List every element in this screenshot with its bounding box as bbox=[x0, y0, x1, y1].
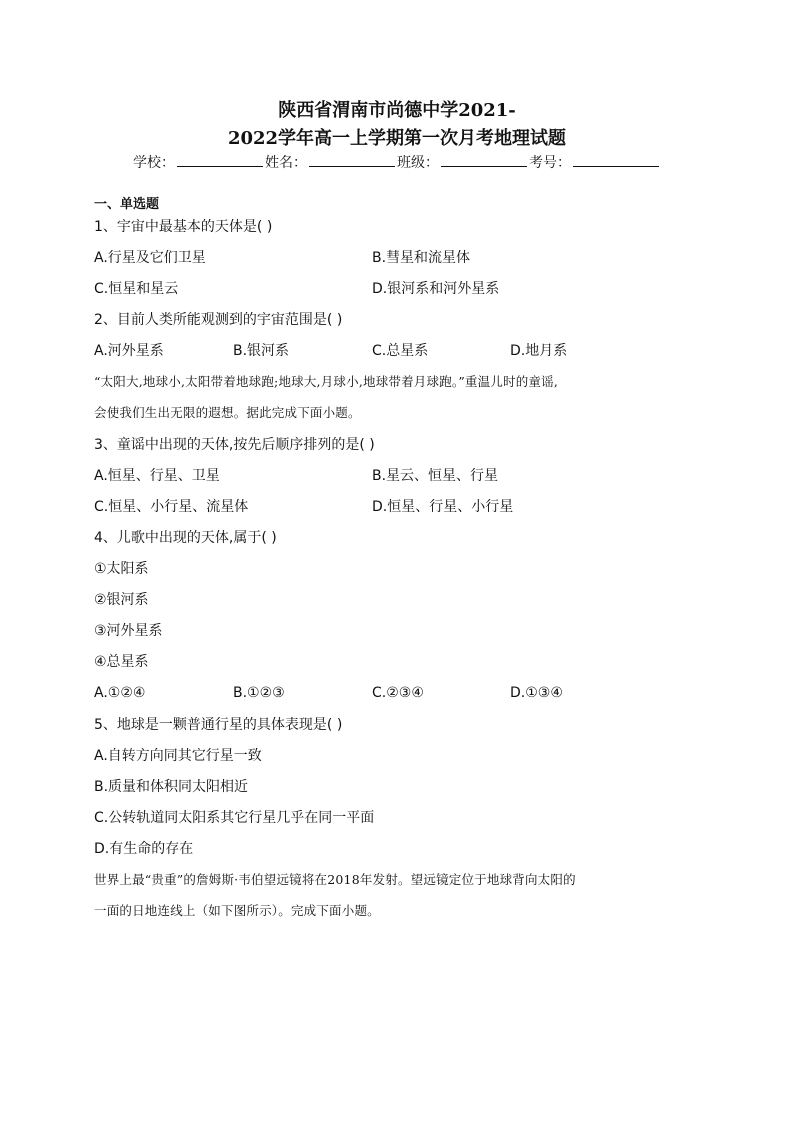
q3-option-b: B.星云、恒星、行星 bbox=[372, 468, 499, 484]
q1-stem: 1、宇宙中最基本的天体是( ) bbox=[94, 219, 273, 235]
q3-option-d: D.恒星、行星、小行星 bbox=[372, 499, 514, 515]
class-label: 班级： bbox=[397, 155, 439, 171]
q3-option-a: A.恒星、行星、卫星 bbox=[94, 468, 220, 484]
q4-stem: 4、儿歌中出现的天体,属于( ) bbox=[94, 530, 277, 546]
passage1-line1: “太阳大,地球小,太阳带着地球跑;地球大,月球小,地球带着月球跑。”重温儿时的童谣, bbox=[94, 374, 559, 389]
q2-stem: 2、目前人类所能观测到的宇宙范围是( ) bbox=[94, 312, 343, 328]
q5-option-a: A.自转方向同其它行星一致 bbox=[94, 748, 262, 764]
q2-option-b: B.银河系 bbox=[233, 343, 290, 359]
school-blank[interactable] bbox=[177, 153, 263, 167]
passage2-line1: 世界上最“贵重”的詹姆斯·韦伯望远镜将在2018年发射。望远镜定位于地球背向太阳的 bbox=[94, 872, 576, 887]
q4-option-b: B.①②③ bbox=[233, 685, 285, 701]
q5-option-b: B.质量和体积同太阳相近 bbox=[94, 779, 249, 795]
q2-option-a: A.河外星系 bbox=[94, 343, 164, 359]
passage1-line2: 会使我们生出无限的遐想。据此完成下面小题。 bbox=[94, 405, 361, 420]
q4-item: ②银河系 bbox=[94, 592, 149, 608]
number-blank[interactable] bbox=[573, 153, 659, 167]
name-blank[interactable] bbox=[309, 153, 395, 167]
q4-option-d: D.①③④ bbox=[510, 685, 563, 701]
passage2-line2: 一面的日地连线上（如下图所示）。完成下面小题。 bbox=[94, 903, 380, 918]
q4-option-c: C.②③④ bbox=[372, 685, 424, 701]
q5-option-d: D.有生命的存在 bbox=[94, 841, 194, 857]
section-title: 一、单选题 bbox=[94, 197, 160, 212]
student-info-row bbox=[0, 153, 794, 173]
q1-option-d: D.银河系和河外星系 bbox=[372, 281, 500, 297]
name-label: 姓名： bbox=[265, 155, 307, 171]
number-label: 考号： bbox=[529, 155, 571, 171]
q1-option-c: C.恒星和星云 bbox=[94, 281, 179, 297]
q4-item: ④总星系 bbox=[94, 654, 149, 670]
q1-option-a: A.行星及它们卫星 bbox=[94, 250, 206, 266]
q3-stem: 3、童谣中出现的天体,按先后顺序排列的是( ) bbox=[94, 437, 375, 453]
exam-title-line1: 陕西省渭南市尚德中学2021- bbox=[278, 100, 516, 121]
q1-option-b: B.彗星和流星体 bbox=[372, 250, 471, 266]
q4-item: ③河外星系 bbox=[94, 623, 163, 639]
q4-item: ①太阳系 bbox=[94, 561, 149, 577]
q5-stem: 5、地球是一颗普通行星的具体表现是( ) bbox=[94, 717, 343, 733]
class-blank[interactable] bbox=[441, 153, 527, 167]
exam-title-line2: 2022学年高一上学期第一次月考地理试题 bbox=[227, 128, 567, 149]
school-label: 学校： bbox=[133, 155, 175, 171]
q3-option-c: C.恒星、小行星、流星体 bbox=[94, 499, 249, 515]
q2-option-d: D.地月系 bbox=[510, 343, 568, 359]
q2-option-c: C.总星系 bbox=[372, 343, 429, 359]
q4-option-a: A.①②④ bbox=[94, 685, 146, 701]
q5-option-c: C.公转轨道同太阳系其它行星几乎在同一平面 bbox=[94, 810, 375, 826]
